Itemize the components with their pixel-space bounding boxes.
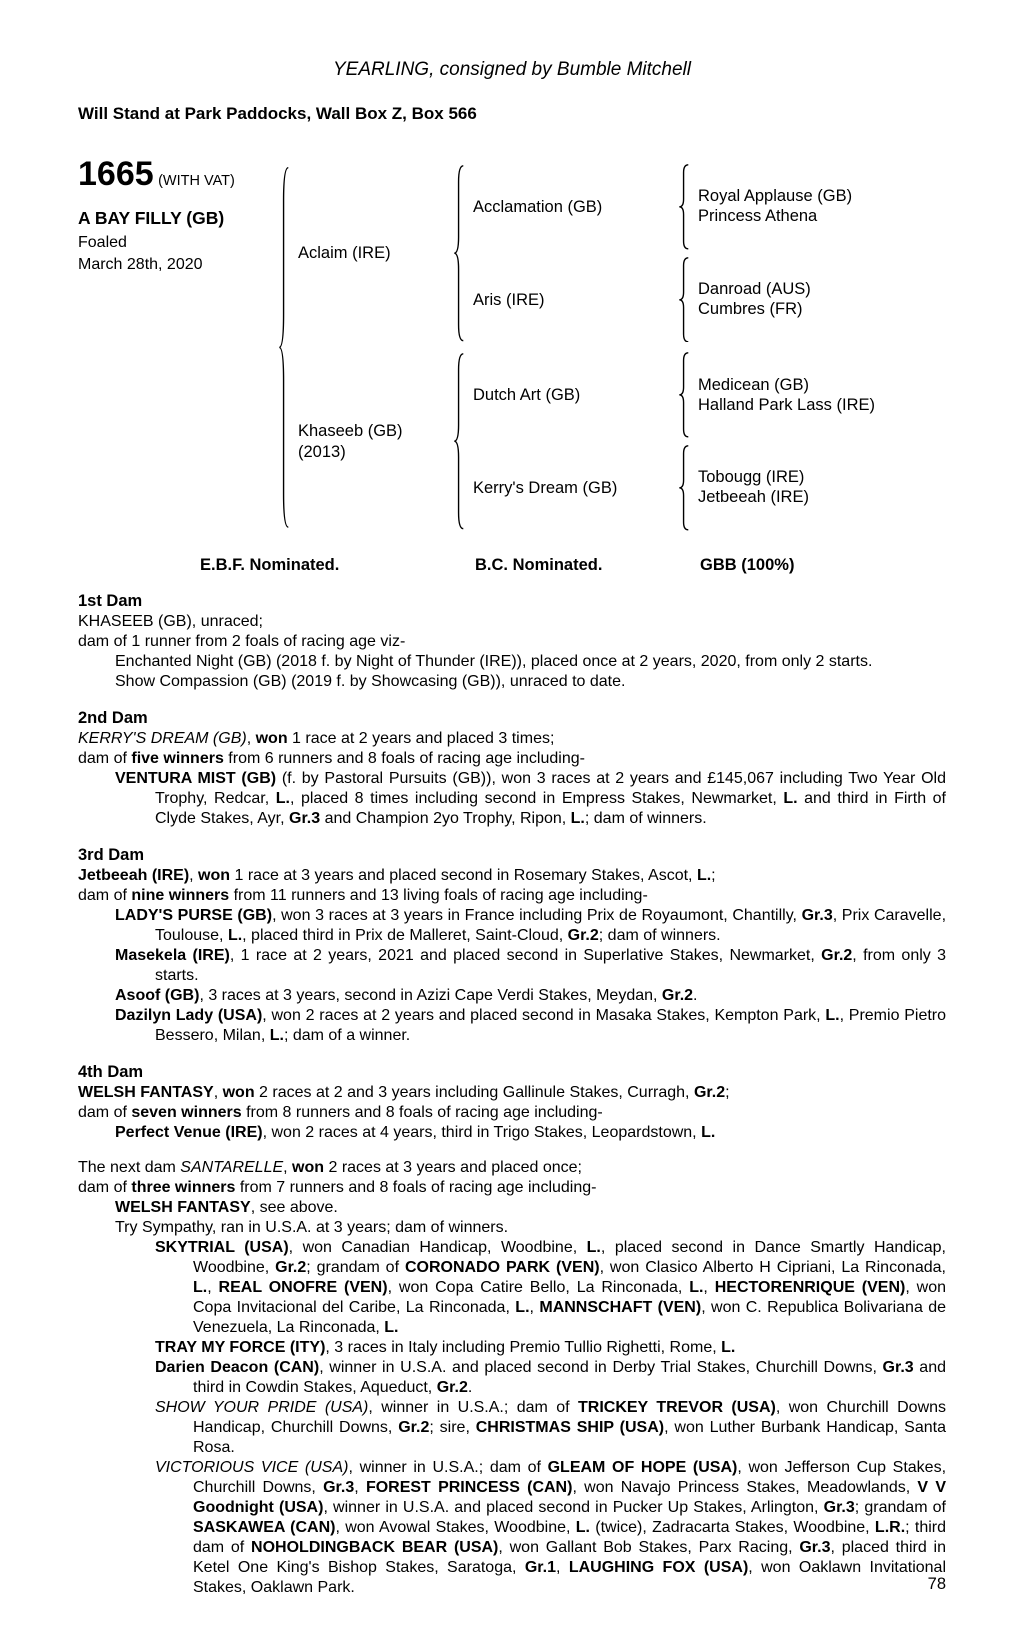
brace-icon [678,445,690,531]
brace-icon [678,352,690,438]
pedigree-text: Darien Deacon (CAN), winner in U.S.A. and placed second in Derby Trial Stakes, Churchill Downs, Gr.3 and third in Cowdin Stakes, Aqueduct, Gr.2. [155,1358,947,1396]
pedigree-tree [298,164,946,531]
pedigree-text: Jetbeeah (IRE), won 1 race at 3 years and placed second in Rosemary Stakes, Ascot, L.; [78,866,716,884]
pedigree-text: Perfect Venue (IRE), won 2 races at 4 years, third in Trigo Stakes, Leopardstown, L. [115,1123,716,1141]
sire-branch [298,164,946,342]
great-grandparent-name: Royal Applause (GB) [698,187,853,206]
page-number: 78 [927,1574,946,1593]
dam-name: Khaseeb (GB) [298,421,403,440]
great-grandparent-pair [698,187,946,226]
grandparent-name: Acclamation (GB) [473,197,603,216]
pedigree-text: SHOW YOUR PRIDE (USA), winner in U.S.A.; dam of TRICKEY TREVOR (USA), won Churchill Downs Handicap, Churchill Downs, Gr.2; sire, CHRISTMAS SHIP (USA), won Luther Burbank Handicap, Santa Rosa. [155,1398,947,1456]
pedigree-text: LADY'S PURSE (GB), won 3 races at 3 years in France including Prix de Royaumont, Chantilly, Gr.3, Prix Caravelle, Toulouse, L., placed third in Prix de Malleret, Saint-Cloud, Gr.2; dam of winners. [115,906,947,944]
pedigree-text: SKYTRIAL (USA), won Canadian Handicap, Woodbine, L., placed second in Dance Smartly Handicap, Woodbine, Gr.2; grandam of CORONADO PARK (VEN), won Clasico Alberto H Cipriani, La Rinconada, L., REAL ONOFRE (VEN), won Copa Catire Bello, La Rinconada, L., HECTORENRIQUE (VEN), won Copa Invitacional del Caribe, La Rinconada, L., MANNSCHAFT (VEN), won C. Republica Bolivariana de Venezuela, La Rinconada, L. [155,1238,947,1336]
grandparent-branch [473,257,946,343]
grandparent-name: Kerry's Dream (GB) [473,478,618,497]
great-grandparent-name: Halland Park Lass (IRE) [698,395,875,414]
pedigree-text: Masekela (IRE), 1 race at 2 years, 2021 and placed second in Superlative Stakes, Newmarket, Gr.2, from only 3 starts. [115,946,947,984]
pedigree-text: Try Sympathy, ran in U.S.A. at 3 years; dam of winners. [115,1218,509,1236]
pedigree-text: dam of three winners from 7 runners and 8 foals of racing age including- [78,1178,597,1196]
pedigree-text: Dazilyn Lady (USA), won 2 races at 2 years and placed second in Masaka Stakes, Kempton Park, L., Premio Pietro Bessero, Milan, L.; dam of a winner. [115,1006,947,1044]
vat-note: (WITH VAT) [158,173,235,189]
dam-branch [298,352,946,530]
pedigree-text: dam of nine winners from 11 runners and 13 living foals of racing age including- [78,886,648,904]
great-grandparent-name: Danroad (AUS) [698,280,811,299]
grandparent-branch [473,445,946,531]
pedigree-text: VENTURA MIST (GB) (f. by Pastoral Pursuits (GB)), won 3 races at 2 years and £145,067 including Two Year Old Trophy, Redcar, L., placed 8 times including second in Empress Stakes, Newmarket, L. and third in Firth of Clyde Stakes, Ayr, Gr.3 and Champion 2yo Trophy, Ripon, L.; dam of winners. [115,769,947,827]
dam-parents [473,352,946,530]
great-grandparent-pair [698,468,946,507]
section-next-dam [78,1158,946,1598]
horse-name: A BAY FILLY (GB) [78,208,225,228]
consignment-title: YEARLING, consigned by Bumble Mitchell [333,59,691,80]
pedigree-text: VICTORIOUS VICE (USA), winner in U.S.A.; dam of GLEAM OF HOPE (USA), won Jefferson Cup Stakes, Churchill Downs, Gr.3, FOREST PRINCESS (CAN), won Navajo Princess Stakes, Meadowlands, V V Goodnight (USA), winner in U.S.A. and placed second in Pucker Up Stakes, Arlington, Gr.3; grandam of SASKAWEA (CAN), won Avowal Stakes, Woodbine, L. (twice), Zadracarta Stakes, Woodbine, L.R.; third dam of NOHOLDINGBACK BEAR (USA), won Gallant Bob Stakes, Parx Racing, Gr.3, placed third in Ketel One King's Bishop Stakes, Saratoga, Gr.1, LAUGHING FOX (USA), won Oaklawn Invitational Stakes, Oaklawn Park. [155,1458,947,1596]
pedigree-text: Asoof (GB), 3 races at 3 years, second in Azizi Cape Verdi Stakes, Meydan, Gr.2. [115,986,698,1004]
section-heading: 2nd Dam [78,708,148,727]
brace-icon [678,164,690,250]
pedigree-text: WELSH FANTASY, won 2 races at 2 and 3 years including Gallinule Stakes, Curragh, Gr.2; [78,1083,730,1101]
foaled-info [78,232,278,276]
grandparent-branch [473,352,946,438]
pedigree-text: dam of seven winners from 8 runners and 8 foals of racing age including- [78,1103,603,1121]
pedigree-block [78,155,946,531]
great-grandparent-pair [698,280,946,319]
pedigree-text: TRAY MY FORCE (ITY), 3 races in Italy including Premio Tullio Righetti, Rome, L. [155,1338,736,1356]
brace-icon [453,352,465,530]
section-4th-dam [78,1061,946,1143]
great-grandparent-name: Princess Athena [698,207,818,226]
stand-location: Will Stand at Park Paddocks, Wall Box Z, Box 566 [78,104,477,123]
sire-name: Aclaim (IRE) [298,243,391,262]
grandparent-name: Dutch Art (GB) [473,386,581,405]
pedigree-text: The next dam SANTARELLE, won 2 races at 3 years and placed once; [78,1158,582,1176]
lot-line [78,155,278,193]
grandparent-name: Aris (IRE) [473,290,545,309]
pedigree-text: KHASEEB (GB), unraced; [78,612,263,630]
section-heading: 1st Dam [78,591,143,610]
great-grandparent-name: Tobougg (IRE) [698,468,805,487]
section-3rd-dam [78,844,946,1046]
dam-name-block [298,421,453,463]
foaled-label: Foaled [78,234,127,251]
section-2nd-dam [78,707,946,829]
brace-icon [453,164,465,342]
pedigree-text: dam of five winners from 6 runners and 8 foals of racing age including- [78,749,585,767]
sire-parents [473,164,946,342]
section-heading: 4th Dam [78,1062,144,1081]
pedigree-text: dam of 1 runner from 2 foals of racing age viz- [78,632,406,650]
nominations-line [78,555,946,575]
ebf-nomination: E.B.F. Nominated. [200,555,340,574]
great-grandparent-name: Cumbres (FR) [698,300,803,319]
great-grandparent-pair [698,376,946,415]
foaled-date: March 28th, 2020 [78,256,203,273]
pedigree-text: WELSH FANTASY, see above. [115,1198,338,1216]
brace-icon [278,164,290,531]
great-grandparent-name: Medicean (GB) [698,375,809,394]
bc-nomination: B.C. Nominated. [475,555,603,574]
section-heading: 3rd Dam [78,845,145,864]
section-1st-dam [78,590,946,692]
gbb-badge: GBB (100%) [700,555,795,574]
lot-info [78,155,278,531]
pedigree-text: Enchanted Night (GB) (2018 f. by Night of Thunder (IRE)), placed once at 2 years, 2020, from only 2 starts. [115,652,873,670]
pedigree-text: KERRY'S DREAM (GB), won 1 race at 2 years and placed 3 times; [78,729,555,747]
lot-number: 1665 [78,155,154,193]
dam-year: (2013) [298,442,346,461]
pedigree-text: Show Compassion (GB) (2019 f. by Showcasing (GB)), unraced to date. [115,672,626,690]
grandparent-branch [473,164,946,250]
brace-icon [678,257,690,343]
great-grandparent-name: Jetbeeah (IRE) [698,488,809,507]
